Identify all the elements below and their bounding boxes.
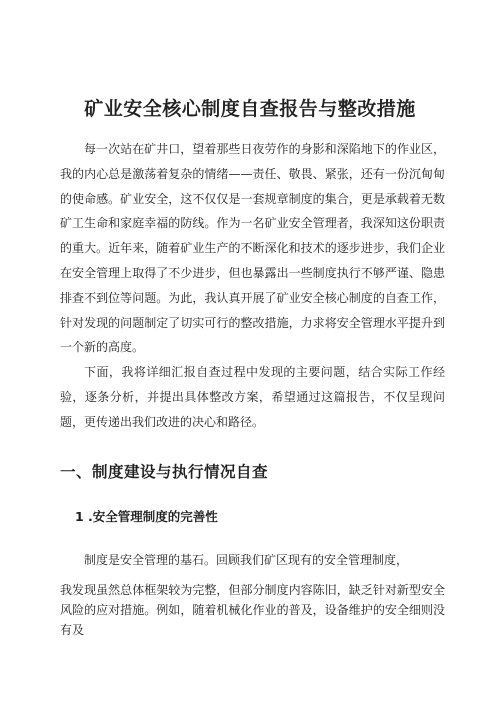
subsection-intro-line: 制度是安全管理的基石。回顾我们矿区现有的安全管理制度， — [84, 553, 409, 567]
subsection-paragraph: 我发现虽然总体框架较为完整，但部分制度内容陈旧，缺乏针对新型安全风险的应对措施。例如，随着机械化作业的普及，设备维护的安全细则没有及 — [60, 583, 445, 637]
summary-paragraph: 下面，我将详细汇报自查过程中发现的主要问题，结合实际工作经验，逐条分析，并提出具体整改方案，希望通过这篇报告，不仅呈现问题，更传递出我们改进的决心和路径。 — [60, 365, 445, 429]
intro-paragraph: 每一次站在矿井口，望着那些日夜劳作的身影和深陷地下的作业区，我的内心总是激荡着复杂的情绪——责任、敬畏、紧张，还有一份沉甸甸的使命感。矿业安全，这不仅仅是一套规章制度的集合，更是承载着无数矿工生命和家庭幸福的防线。作为一名矿业安全管理者，我深知这份职责的重大。近年来，随着矿业生产的不断深化和技术的逐步进步，我们企业在安全管理上取得了不少进步，但也暴露出一些制度执行不够严谨、隐患排查不到位等问题。为此，我认真开展了矿业安全核心制度的自查工作，针对发现的问题制定了切实可行的整改措施，力求将安全管理水平提升到一个新的高度。 — [60, 142, 445, 355]
subsection-heading: 1 .安全管理制度的完善性 — [75, 509, 218, 524]
section-heading: 一、制度建设与执行情况自查 — [60, 463, 269, 481]
document-title: 矿业安全核心制度自查报告与整改措施 — [84, 98, 416, 120]
